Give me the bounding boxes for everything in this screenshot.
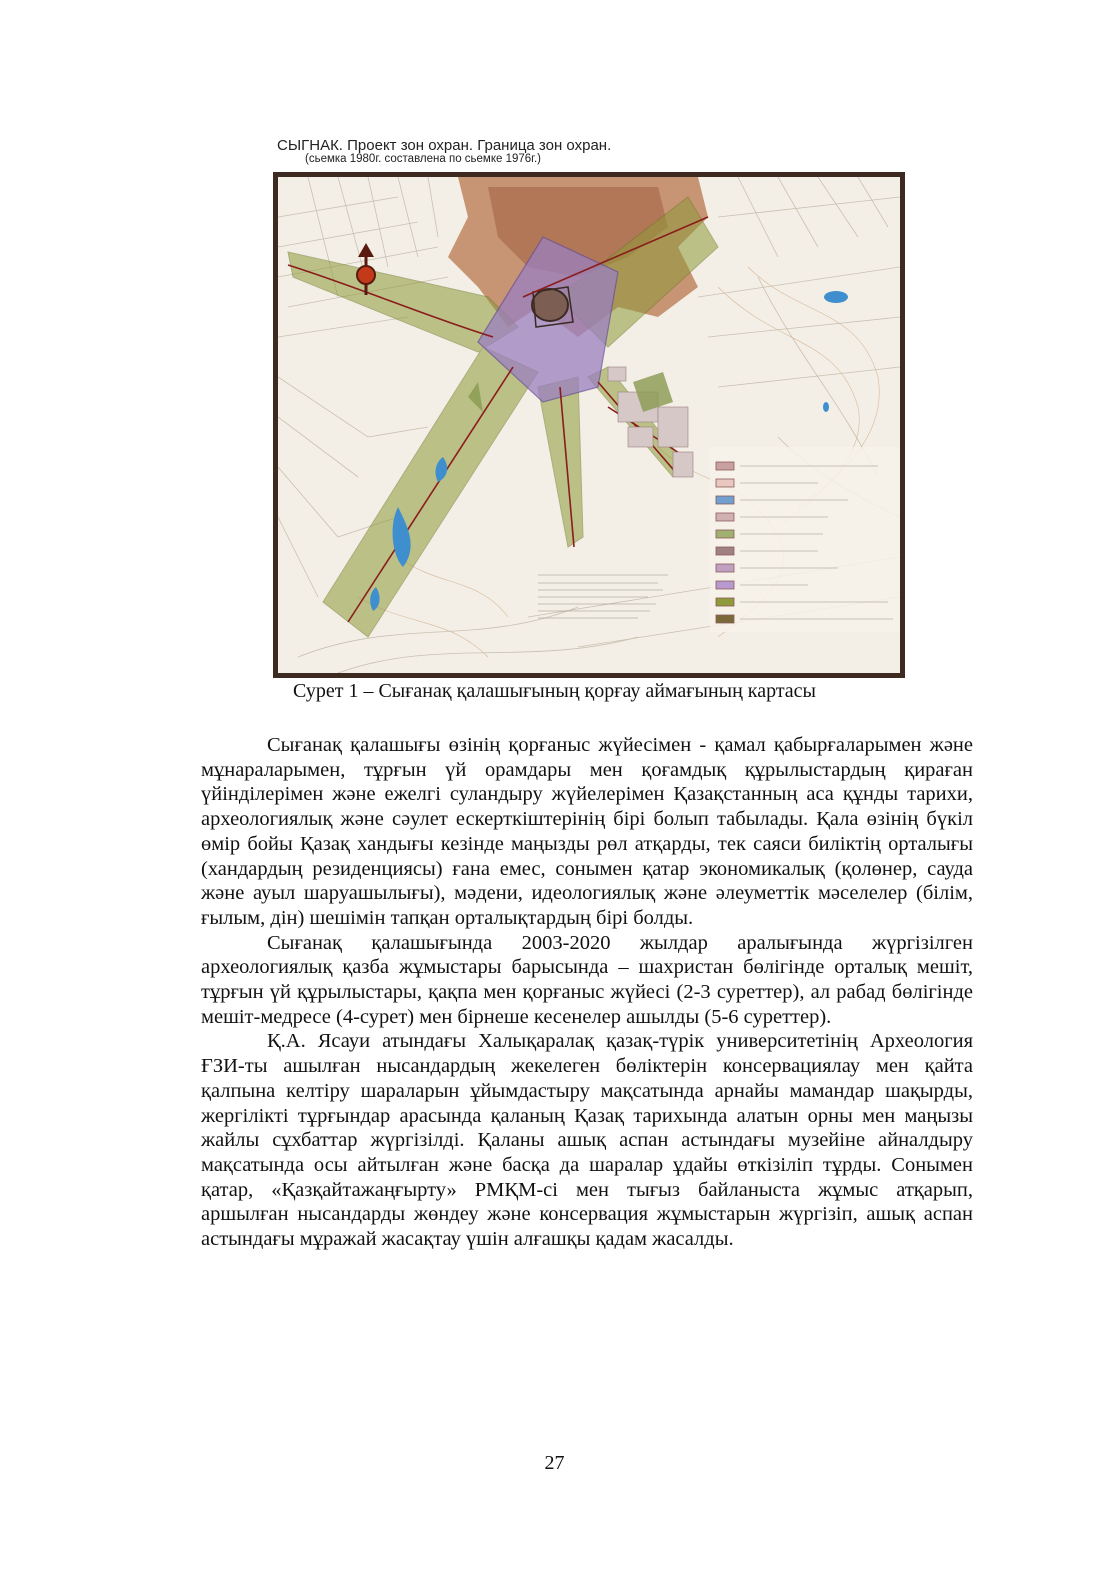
zone-stats-block [538, 575, 668, 618]
page-number: 27 [544, 1452, 565, 1474]
figure-caption: Сурет 1 – Сығанақ қалашығының қорғау аймағының картасы [292, 680, 816, 702]
paragraph: Қ.А. Ясауи атындағы Халықаралақ қазақ-түрік университетінің Археология ҒЗИ-ты ашылған нысандардың жекелеген бөліктерін консервациялау мен қайта қалпына келтіру шараларын ұйымдастыру мақсатында арнайы мамандар шақырды, жергілікті тұрғындар арасында қаланың Қазақ тарихында алатын орны мен маңызы жайлы сұхбаттар жүргізілді. Қаланы ашық аспан астындағы музейіне айналдыру мақсатында осы айтылған және басқа да шаралар ұдайы өткізіліп тұрды. Сонымен қатар, «Қазқайтажаңғырту» РМҚМ-сі мен тығыз байланыста жұмыс атқарып, аршылған нысандарды жөндеу және консервация жұмыстарын жүргізіп, ашық аспан астындағы мұражай жасақтау үшін алғашқы қадам жасалды. [201, 1030, 973, 1251]
paragraph: Сығанақ қалашығында 2003-2020 жылдар аралығында жүргізілген археологиялық қазба жұмыстары барысында – шахристан бөлігінде орталық мешіт, тұрғын үй құрылыстары, қақпа мен қорғаныс жүйесі (2-3 суреттер), ал рабад бөлігінде мешіт-медресе (4-сурет) мен бірнеше кесенелер ашылды (5-6 суреттер). [201, 931, 973, 1028]
paragraph: Сығанақ қалашығы өзінің қорғаныс жүйесімен - қамал қабырғаларымен және мұнараларымен, тұрғын үй орамдары мен қоғамдық құрылыстардың қираған үйінділерімен және ежелгі суландыру жүйелерімен Қазақстанның аса құнды тарихи, археологиялық және сәулет ескерткіштерінің бірі болып табылады. Қала өзінің бүкіл өмір бойы Қазақ хандығы кезінде маңызды рөл атқарды, тек саяси биліктің орталығы (хандардың резиденциясы) ғана емес, сонымен қатар экономикалық (қолөнер, сауда және ауыл шаруашылығы), мәдени, идеологиялық және әлеуметтік мәселелер (білім, ғылым, дін) шешімін тапқан орталықтардың бірі болды. [201, 734, 973, 929]
figure-header [273, 138, 905, 165]
body-text [201, 733, 973, 1252]
map-graphic [278, 177, 900, 673]
map-legend [710, 447, 900, 632]
map-subtitle: (сьемка 1980г. составлена по сьемке 1976г.) [305, 153, 541, 165]
protection-zone-map [273, 172, 905, 678]
map-title: СЫГНАК. Проект зон охран. Граница зон охран. [277, 137, 612, 154]
